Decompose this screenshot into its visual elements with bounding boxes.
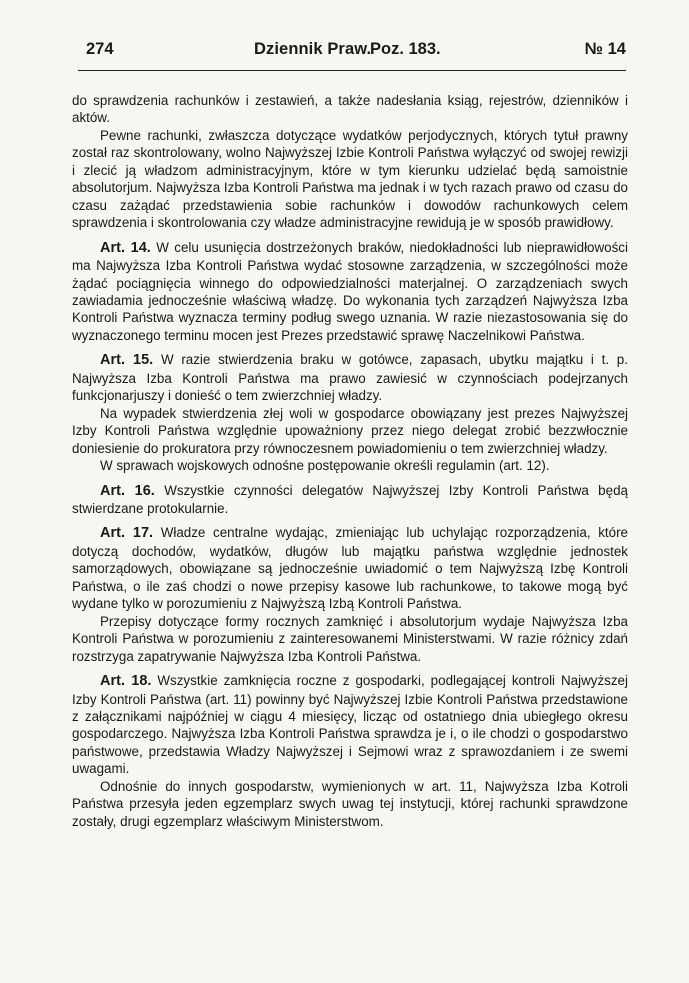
running-header [86, 40, 626, 62]
paragraph: Na wypadek stwierdzenia złej woli w gospodarce obowiązany jest prezes Najwyższej Izby Kontroli Państwa względnie upoważniony przez niego delegat zrobić bezzwłocznie doniesienie do prokuratora przy równoczesnem powiadomieniu o tem zwierzchniej władzy. [72, 405, 628, 456]
article-14: Art. 14. W celu usunięcia dostrzeżonych braków, niedokładności lub nieprawidłowości ma Najwyższa Izba Kontroli Państwa wydać stosowne zarządzenia, w szczególności może żądać pociągnięcia winnego do odpowiedzialności materjalnej. O zarządzeniach swych zawiadamia jednocześnie właściwą władzę. Do wykonania tych zarządzeń Najwyższa Izba Kontroli Państwa wyznacza terminy podług swego uznania. W razie niezastosowania się do wyznaczonego terminu mocen jest Prezes przedstawić sprawę Naczelnikowi Państwa. [72, 239, 628, 343]
journal-title: Dziennik Praw. [254, 40, 372, 58]
paragraph-continuation: do sprawdzenia rachunków i zestawień, a także nadesłania ksiąg, rejestrów, dzienników i aktów. [72, 93, 628, 126]
article-16: Art. 16. Wszystkie czynności delegatów Najwyższej Izby Kontroli Państwa będą stwierdzane protokularnie. [72, 482, 628, 516]
page-number: 274 [86, 40, 114, 58]
paragraph: Pewne rachunki, zwłaszcza dotyczące wydatków perjodycznych, których tytuł prawny został raz skontrolowany, wolno Najwyższej Izbie Kontroli Państwa wyłączyć od swojej rewizji i zlecić ją władzom administracyjnym, które w tym kierunku udzielać będą samoistnie absolutorjum. Najwyższa Izba Kontroli Państwa ma jednak i w tych razach prawo od czasu do czasu zażądać przedstawienia sobie rachunków i dowodów rachunkowych celem sprawdzenia i skontrolowania czy władze administracyjne rewidują je w sposób prawidłowy. [72, 127, 628, 231]
article-18: Art. 18. Wszystkie zamknięcia roczne z gospodarki, podlegającej kontroli Najwyższej Izby Kontroli Państwa (art. 11) powinny być Najwyższej Izbie Kontroli Państwa przedstawione z załącznikami najpóźniej w ciągu 4 miesięcy, licząc od ostatniego dnia ubiegłego okresu gospodarczego. Najwyższa Izba Kontroli Państwa sprawdza je i, o ile chodzi o gospodarstwo państwowe, przedstawia Władzy Najwyższej i Sejmowi wraz z sprawozdaniem i ze swemi uwagami. [72, 673, 628, 777]
paragraph: Przepisy dotyczące formy rocznych zamknięć i absolutorjum wydaje Najwyższa Izba Kontroli Państwa w porozumieniu z zainteresowanemi Ministerstwami. W razie różnicy zdań rozstrzyga zapatrywanie Najwyższa Izba Kontroli Państwa. [72, 613, 628, 664]
header-rule [78, 70, 626, 71]
issue-number: № 14 [584, 40, 626, 58]
article-label: Art. 18. [100, 673, 152, 690]
paragraph: W sprawach wojskowych odnośne postępowanie określi regulamin (art. 12). [100, 458, 550, 474]
document-body [72, 92, 628, 830]
article-label: Art. 16. [100, 482, 155, 499]
article-17: Art. 17. Władze centralne wydając, zmieniając lub uchylając rozporządzenia, które dotyczą dochodów, wydatków, długów lub majątku państwa względnie jednostek samorządowych, obowiązane są jednocześnie uwiadomić o tem Najwyższą Izbę Kontroli Państwa, o ile zaś chodzi o nowe przepisy kasowe lub rachunkowe, to takowe mogą być wydane tylko w porozumieniu z Najwyższą Izbą Kontroli Państwa. [72, 525, 628, 612]
article-label: Art. 14. [100, 239, 151, 256]
article-label: Art. 17. [100, 525, 154, 542]
article-15: Art. 15. W razie stwierdzenia braku w gotówce, zapasach, ubytku majątku i t. p. Najwyższa Izba Kontroli Państwa ma prawo zawiesić w czynnościach podejrzanych funkcjonarjuszy i donieść o tem zwierzchniej władzy. [72, 352, 628, 404]
position-number: Poz. 183. [370, 40, 441, 58]
paragraph: Odnośnie do innych gospodarstw, wymienionych w art. 11, Najwyższa Izba Kotroli Państwa przesyła jeden egzemplarz swych uwag tej instytucji, której rachunki sprawdzone zostały, drugi egzemplarz właściwym Ministerstwom. [72, 778, 628, 829]
article-label: Art. 15. [100, 352, 154, 369]
